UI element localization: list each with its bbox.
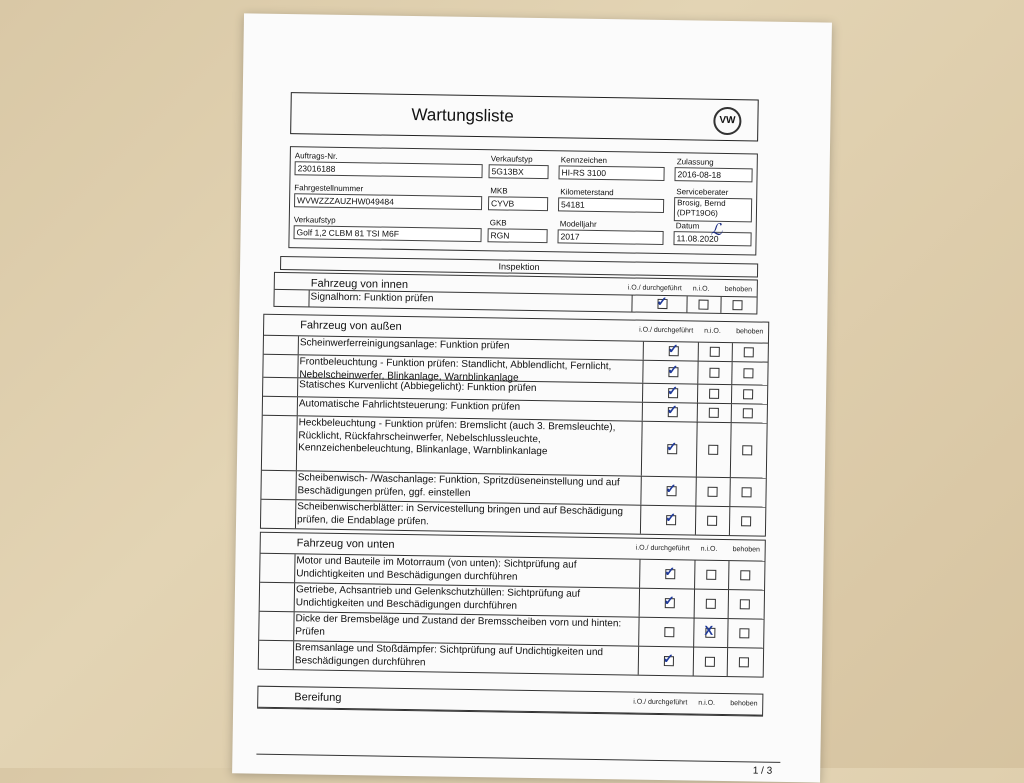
row-label: Signalhorn: Funktion prüfen <box>310 291 434 305</box>
column-header-nio: n.i.O. <box>698 699 716 707</box>
check-mark-icon: ✓ <box>667 362 679 378</box>
checkbox-nio[interactable] <box>709 389 719 399</box>
check-mark-icon: ✓ <box>664 564 676 580</box>
title-box <box>290 92 759 141</box>
zulassung-label: Zulassung <box>676 157 714 167</box>
checkbox-behoben[interactable] <box>743 368 753 378</box>
modelljahr-label: Modelljahr <box>559 219 597 229</box>
column-header-io: i.O./ durchgeführt <box>627 284 682 293</box>
verkaufstyp-label: Verkaufstyp <box>490 154 533 164</box>
column-header-behoben: behoben <box>736 328 764 336</box>
checklist-row <box>262 416 767 479</box>
signature: ℒ <box>710 221 723 239</box>
checkbox-nio[interactable] <box>708 487 718 497</box>
column-divider <box>697 404 698 422</box>
modelljahr-value: 2017 <box>557 229 663 245</box>
zulassung-value: 2016-08-18 <box>674 167 752 182</box>
datum-value: 11.08.2020 <box>673 231 751 246</box>
berater-label: Serviceberater <box>676 187 729 198</box>
column-divider <box>727 648 728 676</box>
column-divider <box>694 590 695 618</box>
checkbox-io[interactable] <box>664 564 676 580</box>
order-info-box <box>288 146 758 255</box>
check-mark-icon: ✓ <box>666 439 678 455</box>
column-divider <box>728 561 729 589</box>
column-header-io: i.O./ durchgeführt <box>639 326 694 335</box>
row-label: Frontbeleuchtung - Funktion prüfen: Standlicht, Abblendlicht, Fernlicht, Nebelscheinwerfer, Blinkanlage, Warnblinkanlage <box>299 356 612 384</box>
auftrags-nr-value: 23016188 <box>295 161 483 178</box>
checkbox-nio[interactable] <box>707 516 717 526</box>
checkbox-io[interactable] <box>667 383 679 399</box>
verkaufstyp2-value: Golf 1,2 CLBM 81 TSI M6F <box>293 225 481 242</box>
checkbox-behoben[interactable] <box>739 657 749 667</box>
row-label: Scheibenwisch- /Waschanlage: Funktion, Spritzdüseneinstellung und auf Beschädigungen prüfen, ggf. einstellen <box>297 472 620 499</box>
checkbox-io[interactable] <box>666 439 678 455</box>
column-divider <box>638 647 639 675</box>
checkbox-io[interactable] <box>665 481 677 497</box>
checkbox-io[interactable] <box>667 341 679 357</box>
gkb-value: RGN <box>487 228 547 243</box>
checkbox-io[interactable] <box>663 593 675 609</box>
column-divider <box>731 404 732 422</box>
check-mark-icon: ✓ <box>662 651 674 667</box>
column-divider <box>643 342 644 360</box>
section-title: Fahrzeug von innen <box>310 277 409 291</box>
column-divider <box>732 343 733 361</box>
section-2 <box>258 532 766 678</box>
column-header-behoben: behoben <box>730 700 758 708</box>
column-divider <box>730 423 732 477</box>
checkbox-behoben[interactable] <box>743 389 753 399</box>
check-mark-icon: ✓ <box>667 341 679 357</box>
checkbox-io[interactable] <box>665 510 677 526</box>
datum-label: Datum <box>675 221 700 231</box>
column-divider <box>698 343 699 361</box>
check-mark-icon: ✓ <box>665 481 677 497</box>
row-label: Motor und Bauteile im Motorraum (von unten): Sichtprüfung auf Undichtigkeiten und Beschädigungen durchführen <box>296 555 577 583</box>
kennzeichen-value: HI-RS 3100 <box>558 165 664 181</box>
column-header-io: i.O./ durchgeführt <box>633 698 688 707</box>
row-label: Automatische Fahrlichtsteuerung: Funktion prüfen <box>298 398 521 413</box>
column-divider <box>639 560 640 588</box>
column-divider <box>731 362 732 384</box>
column-divider <box>729 507 730 535</box>
column-divider <box>697 362 698 384</box>
section-title: Bereifung <box>294 691 342 704</box>
checkbox-io[interactable] <box>656 293 668 310</box>
section-title: Fahrzeug von außen <box>300 319 402 333</box>
column-divider <box>727 619 728 647</box>
checkbox-behoben[interactable] <box>741 516 751 526</box>
inspektion-bar: Inspektion <box>280 256 758 278</box>
column-divider <box>642 403 643 421</box>
checkbox-nio[interactable] <box>698 300 708 310</box>
gkb-label: GKB <box>489 218 507 228</box>
page-number: 1 / 3 <box>752 765 773 777</box>
column-divider <box>642 384 643 402</box>
checkbox-io[interactable] <box>664 627 674 637</box>
checkbox-behoben[interactable] <box>743 408 753 418</box>
column-header-nio: n.i.O. <box>700 545 718 553</box>
cross-mark-icon: X <box>704 622 714 638</box>
check-mark-icon: ✓ <box>667 383 679 399</box>
column-divider <box>640 506 641 534</box>
row-label: Dicke der Bremsbeläge und Zustand der Bremsscheiben vorn und hinten: Prüfen <box>295 613 622 638</box>
checkbox-behoben[interactable] <box>744 347 754 357</box>
checkbox-nio[interactable] <box>708 445 718 455</box>
check-mark-icon: ✓ <box>666 402 678 418</box>
row-label: Bremsanlage und Stoßdämpfer: Sichtprüfung auf Undichtigkeiten und Beschädigungen durchführen <box>294 642 604 668</box>
checkbox-behoben[interactable] <box>740 599 750 609</box>
column-divider <box>697 385 698 403</box>
fahrgestell-value: WVWZZZAUZHW049484 <box>294 193 482 210</box>
column-header-io: i.O./ durchgeführt <box>635 544 690 553</box>
checkbox-nio[interactable] <box>706 570 716 580</box>
verkaufstyp-value: 5G13BX <box>488 164 548 179</box>
checkbox-io[interactable] <box>666 402 678 418</box>
checkbox-nio[interactable] <box>710 347 720 357</box>
check-mark-icon: ✓ <box>656 293 668 310</box>
fahrgestell-label: Fahrgestellnummer <box>294 183 364 194</box>
row-label: Heckbeleuchtung - Funktion prüfen: Bremslicht (auch 3. Bremsleuchte), Rücklicht, Rückfahrscheinwerfer, Nebelschlussleuchte, Kennzeichenbeleuchtung, Blinkanlage, Warnblinkanlage <box>298 417 616 458</box>
document-page <box>232 13 832 782</box>
column-divider <box>639 589 640 617</box>
section-0 <box>273 272 757 315</box>
column-header-behoben: behoben <box>732 546 760 554</box>
checkbox-nio[interactable] <box>709 368 719 378</box>
column-divider <box>642 361 643 383</box>
checkbox-behoben[interactable] <box>740 570 750 580</box>
column-divider <box>693 619 694 647</box>
mkb-label: MKB <box>490 186 508 196</box>
column-header-behoben: behoben <box>724 285 753 294</box>
section-3 <box>257 686 763 717</box>
section-1 <box>260 314 769 537</box>
checkbox-io[interactable] <box>662 651 674 667</box>
checkbox-behoben[interactable] <box>739 628 749 638</box>
checkbox-behoben[interactable] <box>742 445 752 455</box>
column-divider <box>693 648 694 676</box>
checkbox-nio[interactable] <box>706 599 716 609</box>
column-divider <box>641 422 643 476</box>
column-header-nio: n.i.O. <box>704 327 721 335</box>
section-title: Fahrzeug von unten <box>296 537 395 551</box>
row-label: Getriebe, Achsantrieb und Gelenkschutzhüllen: Sichtprüfung auf Undichtigkeiten und Beschädigungen durchführen <box>295 584 581 612</box>
column-divider <box>695 507 696 535</box>
checkbox-behoben[interactable] <box>732 300 742 310</box>
km-value: 54181 <box>558 197 664 213</box>
column-divider <box>631 296 632 312</box>
checkbox-nio[interactable] <box>709 408 719 418</box>
berater-value: Brosig, Bernd (DPT19O6) <box>674 197 752 222</box>
document-title: Wartungsliste <box>411 105 514 126</box>
check-mark-icon: ✓ <box>663 593 675 609</box>
column-divider <box>686 296 687 312</box>
km-label: Kilometerstand <box>560 187 614 198</box>
auftrags-nr-label: Auftrags-Nr. <box>294 151 338 161</box>
column-divider <box>695 478 696 506</box>
footer-divider <box>256 754 780 763</box>
section-header <box>258 687 762 716</box>
column-divider <box>728 590 729 618</box>
column-header-nio: n.i.O. <box>692 285 710 293</box>
column-divider <box>638 618 639 646</box>
row-label: Statisches Kurvenlicht (Abbiegelicht): Funktion prüfen <box>299 379 537 395</box>
mkb-value: CYVB <box>488 196 548 211</box>
row-label: Scheibenwischerblätter: in Servicestellung bringen und auf Beschädigung prüfen, die Endablage prüfen. <box>297 501 624 527</box>
row-label: Scheinwerferreinigungsanlage: Funktion prüfen <box>299 337 510 352</box>
column-divider <box>696 423 698 477</box>
column-divider <box>694 561 695 589</box>
column-divider <box>731 385 732 403</box>
kennzeichen-label: Kennzeichen <box>560 155 608 166</box>
checkbox-nio[interactable] <box>705 657 715 667</box>
checkbox-io[interactable] <box>667 362 679 378</box>
column-divider <box>729 478 730 506</box>
column-divider <box>720 297 721 313</box>
checkbox-nio[interactable] <box>704 622 715 638</box>
check-mark-icon: ✓ <box>665 510 677 526</box>
column-divider <box>640 477 641 505</box>
verkaufstyp2-label: Verkaufstyp <box>293 215 336 225</box>
checkbox-behoben[interactable] <box>741 487 751 497</box>
vw-logo-icon: VW <box>713 107 741 135</box>
